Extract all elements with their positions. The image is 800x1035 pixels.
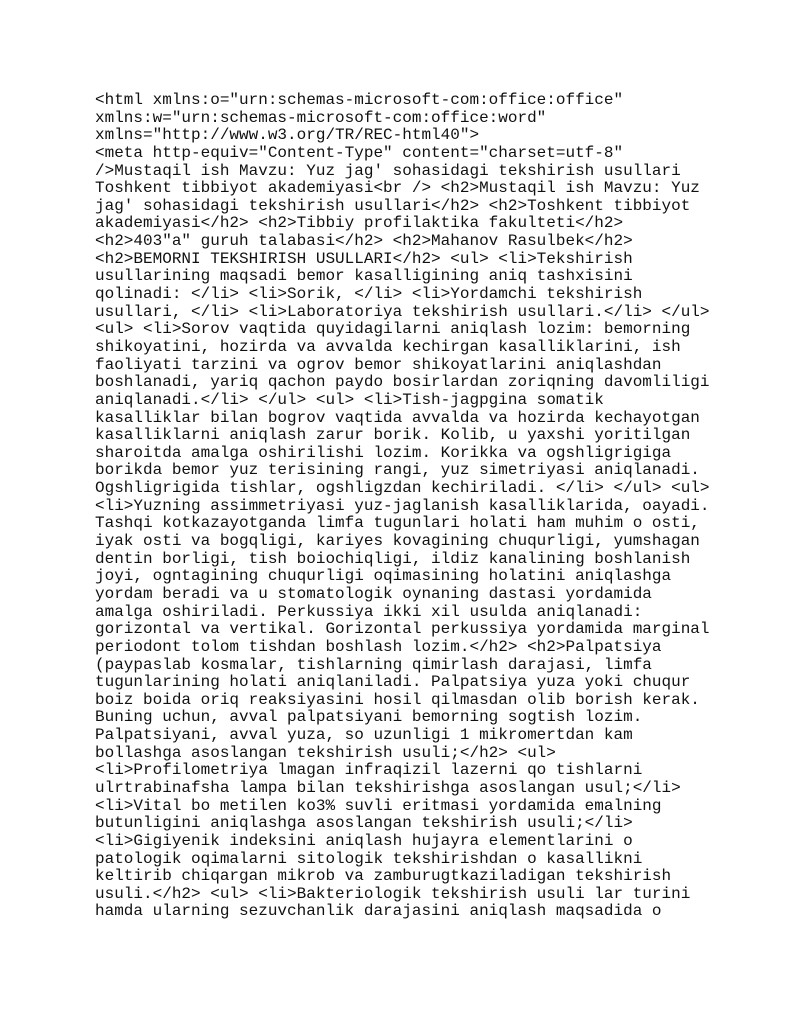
text-line: xmlns:w="urn:schemas-microsoft-com:office:word" — [95, 108, 547, 127]
text-line: hamda ularning sezuvchanlik darajasini aniqlash maqsadida o — [95, 902, 662, 921]
text-line: patologik oqimalarni sitologik tekshirishdan o kasallikni — [95, 849, 643, 868]
text-line: dentin borligi, tish boiochiqligi, ildiz kanalining boshlanish — [95, 549, 691, 568]
text-line: <li>Profilometriya lmagan infraqizil lazerni qo tishlarni — [95, 761, 643, 780]
text-line: <html xmlns:o="urn:schemas-microsoft-com:office:office" — [95, 91, 624, 109]
text-line: />Mustaqil ish Mavzu: Yuz jag' sohasidagi tekshirish usullari — [95, 161, 681, 180]
text-line: iyak osti va bogqligi, kariyes kovagining chuqurligi, yumshagan — [95, 532, 700, 551]
text-line: (paypaslab kosmalar, tishlarning qimirlash darajasi, limfa — [95, 655, 652, 674]
text-line: usuli.</h2> <ul> <li>Bakteriologik tekshirish usuli lar turini — [95, 884, 691, 903]
text-line: akademiyasi</h2> <h2>Tibbiy profilaktika fakulteti</h2> — [95, 214, 624, 233]
text-line: <ul> <li>Sorov vaqtida quyidagilarni aniqlash lozim: bemorning — [95, 320, 691, 339]
text-line: joyi, ogntagining chuqurligi oqimasining holatini aniqlashga — [95, 567, 672, 586]
text-line: <h2>BEMORNI TEKSHIRISH USULLARI</h2> <ul> <li>Tekshirish — [95, 249, 633, 268]
text-line: boiz boida oriq reaksiyasini hosil qilmasdan olib borish kerak. — [95, 690, 700, 709]
text-line: usullari, </li> <li>Laboratoriya tekshirish usullari.</li> </ul> — [95, 302, 710, 321]
text-line: Palpatsiyani, avval yuza, so uzunligi 1 mikromertdan kam — [95, 726, 633, 745]
text-line: aniqlanadi.</li> </ul> <ul> <li>Tish-jagpgina somatik — [95, 390, 604, 409]
text-line: Tashqi kotkazayotganda limfa tugunlari holati ham muhim o osti, — [95, 514, 700, 533]
text-line: gorizontal va vertikal. Gorizontal perkussiya yordamida marginal — [95, 620, 710, 639]
text-line: xmlns="http://www.w3.org/TR/REC-html40"> — [95, 126, 480, 145]
text-line: Ogshligrigida tishlar, ogshligzdan kechiriladi. </li> </ul> <ul> — [95, 479, 710, 498]
text-line: kasalliklarni aniqlash zarur borik. Kolib, u yaxshi yoritilgan — [95, 426, 691, 445]
text-line: keltirib chiqargan mikrob va zamburugtkaziladigan tekshirish — [95, 867, 672, 886]
text-line: shikoyatini, hozirda va avvalda kechirgan kasalliklarini, ish — [95, 337, 681, 356]
text-line: Toshkent tibbiyot akademiyasi<br /> <h2>Mustaqil ish Mavzu: Yuz — [95, 179, 700, 198]
document-text — [95, 92, 735, 921]
text-line: faoliyati tarzini va ogrov bemor shikoyatlarini aniqlashdan — [95, 355, 662, 374]
text-line: kasalliklar bilan bogrov vaqtida avvalda va hozirda kechayotgan — [95, 408, 700, 427]
text-line: <li>Yuzning assimmetriyasi yuz-jaglanish kasalliklarida, oayadi. — [95, 496, 710, 515]
text-line: ulrtrabinafsha lampa bilan tekshirishga asoslangan usul;</li> — [95, 778, 681, 797]
text-line: <li>Gigiyenik indeksini aniqlash hujayra elementlarini o — [95, 831, 633, 850]
text-line: <h2>403"a" guruh talabasi</h2> <h2>Mahanov Rasulbek</h2> — [95, 232, 633, 251]
text-line: sharoitda amalga oshirilishi lozim. Korikka va ogshligrigiga — [95, 443, 672, 462]
text-line: Buning uchun, avval palpatsiyani bemorning sogtish lozim. — [95, 708, 643, 727]
text-line: <meta http-equiv="Content-Type" content="charset=utf-8" — [95, 143, 624, 162]
text-line: bollashga asoslangan tekshirish usuli;</h2> <ul> — [95, 743, 556, 762]
text-line: amalga oshiriladi. Perkussiya ikki xil usulda aniqlanadi: — [95, 602, 643, 621]
text-line: usullarining maqsadi bemor kasalligining aniq tashxisini — [95, 267, 633, 286]
text-line: boshlanadi, yariq qachon paydo bosirlardan zoriqning davomliligi — [95, 373, 710, 392]
text-line: butunligini aniqlashga asoslangan tekshirish usuli;</li> — [95, 814, 633, 833]
text-line: qolinadi: </li> <li>Sorik, </li> <li>Yordamchi tekshirish — [95, 285, 643, 304]
text-line: jag' sohasidagi tekshirish usullari</h2> <h2>Toshkent tibbiyot — [95, 196, 691, 215]
text-line: periodont tolom tishdan boshlash lozim.</h2> <h2>Palpatsiya — [95, 637, 662, 656]
text-line: tugunlarining holati aniqlaniladi. Palpatsiya yuza yoki chuqur — [95, 673, 691, 692]
text-line: yordam beradi va u stomatologik oynaning dastasi yordamida — [95, 584, 652, 603]
text-line: <li>Vital bo metilen ko3% suvli eritmasi yordamida emalning — [95, 796, 662, 815]
text-line: borikda bemor yuz terisining rangi, yuz simetriyasi aniqlanadi. — [95, 461, 700, 480]
